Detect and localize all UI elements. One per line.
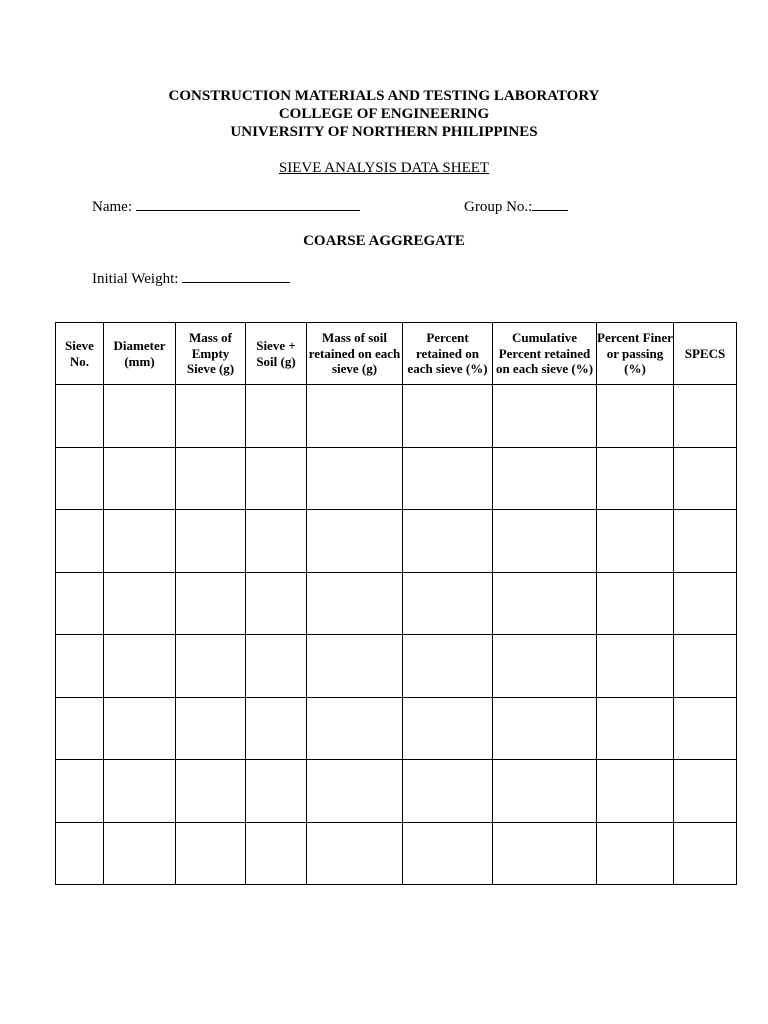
table-cell[interactable] <box>307 697 403 760</box>
table-cell[interactable] <box>176 697 246 760</box>
table-cell[interactable] <box>403 385 493 448</box>
lab-name-heading: CONSTRUCTION MATERIALS AND TESTING LABORATORY <box>168 88 600 104</box>
table-cell[interactable] <box>597 822 674 885</box>
column-header: Diameter (mm) <box>104 323 176 385</box>
column-header: Sieve No. <box>56 323 104 385</box>
column-header: Mass of soil retained on each sieve (g) <box>307 323 403 385</box>
table-cell[interactable] <box>493 385 597 448</box>
table-cell[interactable] <box>246 447 307 510</box>
table-cell[interactable] <box>104 572 176 635</box>
group-field[interactable] <box>464 196 568 216</box>
table-cell[interactable] <box>674 385 737 448</box>
table-cell[interactable] <box>176 760 246 823</box>
table-row <box>56 572 737 635</box>
table-cell[interactable] <box>104 510 176 573</box>
table-cell[interactable] <box>176 822 246 885</box>
table-cell[interactable] <box>246 572 307 635</box>
table-cell[interactable] <box>307 822 403 885</box>
table-cell[interactable] <box>674 760 737 823</box>
group-blank-line[interactable] <box>532 196 568 211</box>
table-cell[interactable] <box>104 760 176 823</box>
table-cell[interactable] <box>403 697 493 760</box>
table-cell[interactable] <box>493 822 597 885</box>
table-cell[interactable] <box>246 385 307 448</box>
sieve-analysis-table <box>55 322 737 885</box>
table-cell[interactable] <box>597 697 674 760</box>
table-cell[interactable] <box>674 447 737 510</box>
table-cell[interactable] <box>307 760 403 823</box>
column-header: Cumulative Percent retained on each sieve (%) <box>493 323 597 385</box>
table-cell[interactable] <box>403 510 493 573</box>
initial-weight-label: Initial Weight: <box>92 271 179 287</box>
table-cell[interactable] <box>246 697 307 760</box>
table-cell[interactable] <box>104 447 176 510</box>
table-row <box>56 822 737 885</box>
table-cell[interactable] <box>493 697 597 760</box>
table-cell[interactable] <box>246 635 307 698</box>
table-cell[interactable] <box>403 635 493 698</box>
table-cell[interactable] <box>674 572 737 635</box>
table-row <box>56 635 737 698</box>
table-row <box>56 760 737 823</box>
sheet-title: SIEVE ANALYSIS DATA SHEET <box>278 160 490 176</box>
table-cell[interactable] <box>307 635 403 698</box>
column-header: Percent retained on each sieve (%) <box>403 323 493 385</box>
table-cell[interactable] <box>104 635 176 698</box>
table-cell[interactable] <box>56 447 104 510</box>
table-cell[interactable] <box>403 572 493 635</box>
table-cell[interactable] <box>176 510 246 573</box>
table-cell[interactable] <box>307 572 403 635</box>
name-blank-line[interactable] <box>136 196 360 211</box>
table-cell[interactable] <box>597 572 674 635</box>
table-cell[interactable] <box>307 447 403 510</box>
table-cell[interactable] <box>56 572 104 635</box>
table-cell[interactable] <box>176 572 246 635</box>
table-cell[interactable] <box>597 510 674 573</box>
table-cell[interactable] <box>493 635 597 698</box>
table-cell[interactable] <box>597 760 674 823</box>
table-cell[interactable] <box>246 822 307 885</box>
table-cell[interactable] <box>56 510 104 573</box>
table-cell[interactable] <box>246 510 307 573</box>
column-header: Percent Finer or passing (%) <box>597 323 674 385</box>
table-cell[interactable] <box>56 385 104 448</box>
initial-weight-blank-line[interactable] <box>182 268 290 283</box>
table-cell[interactable] <box>493 447 597 510</box>
name-field[interactable] <box>92 196 360 216</box>
table-cell[interactable] <box>176 447 246 510</box>
table-cell[interactable] <box>56 635 104 698</box>
table-cell[interactable] <box>493 510 597 573</box>
table-row <box>56 697 737 760</box>
college-name-heading: COLLEGE OF ENGINEERING <box>278 106 490 122</box>
table-cell[interactable] <box>493 572 597 635</box>
column-header: Mass of Empty Sieve (g) <box>176 323 246 385</box>
group-label: Group No.: <box>464 199 533 215</box>
table-cell[interactable] <box>307 510 403 573</box>
table-cell[interactable] <box>104 822 176 885</box>
table-cell[interactable] <box>56 760 104 823</box>
table-cell[interactable] <box>246 760 307 823</box>
university-name-heading: UNIVERSITY OF NORTHERN PHILIPPINES <box>230 124 538 140</box>
table-cell[interactable] <box>597 385 674 448</box>
table-cell[interactable] <box>597 447 674 510</box>
table-cell[interactable] <box>176 635 246 698</box>
table-header-row <box>56 323 737 385</box>
table-row <box>56 510 737 573</box>
section-title: COARSE AGGREGATE <box>303 233 465 249</box>
table-cell[interactable] <box>403 760 493 823</box>
column-header: Sieve + Soil (g) <box>246 323 307 385</box>
table-cell[interactable] <box>104 385 176 448</box>
table-row <box>56 447 737 510</box>
table-cell[interactable] <box>403 822 493 885</box>
table-cell[interactable] <box>403 447 493 510</box>
table-cell[interactable] <box>674 635 737 698</box>
initial-weight-field[interactable] <box>92 268 290 288</box>
table-cell[interactable] <box>307 385 403 448</box>
table-cell[interactable] <box>493 760 597 823</box>
table-cell[interactable] <box>104 697 176 760</box>
table-cell[interactable] <box>56 822 104 885</box>
table-cell[interactable] <box>674 697 737 760</box>
table-cell[interactable] <box>597 635 674 698</box>
table-cell[interactable] <box>674 822 737 885</box>
table-cell[interactable] <box>56 697 104 760</box>
table-cell[interactable] <box>176 385 246 448</box>
column-header: SPECS <box>674 323 737 385</box>
table-cell[interactable] <box>674 510 737 573</box>
name-label: Name: <box>92 199 132 215</box>
table-row <box>56 385 737 448</box>
